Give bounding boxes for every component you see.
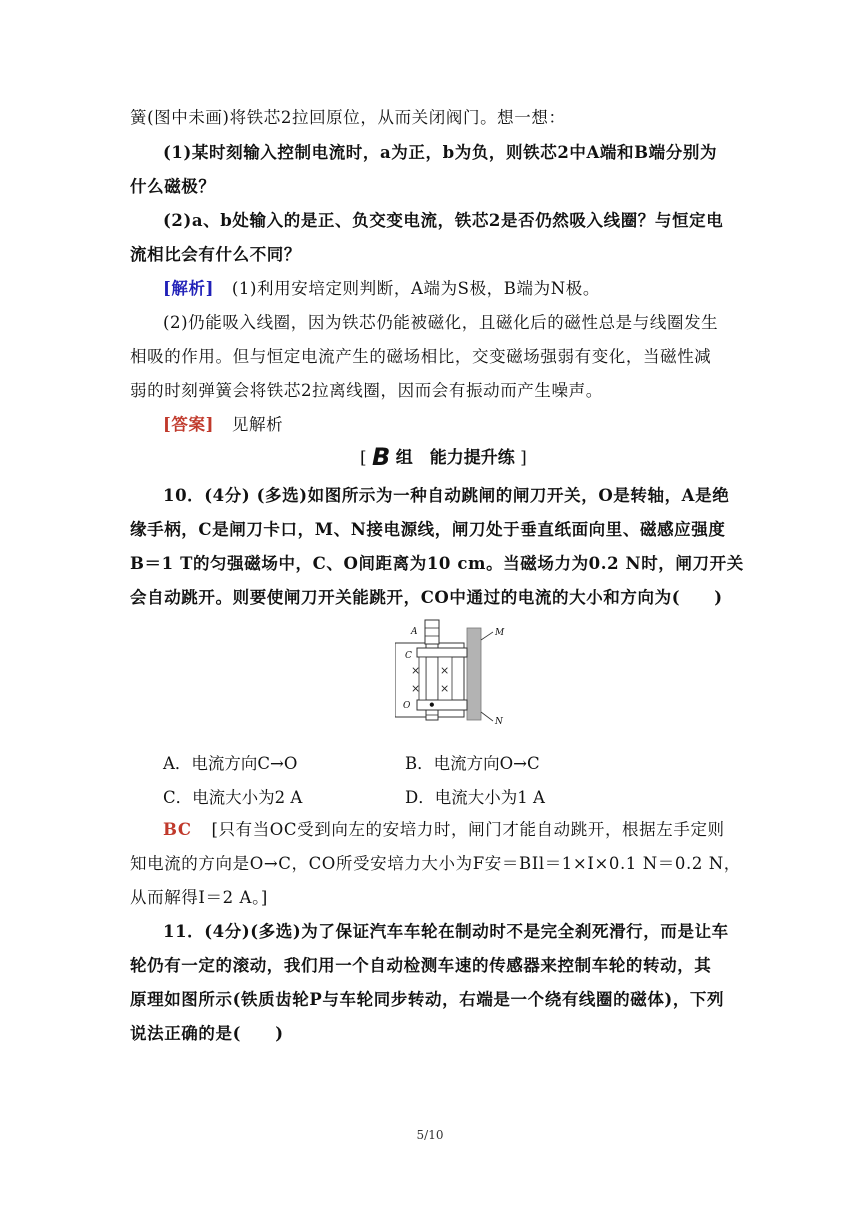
question-10-line: 缘手柄，C是闸刀卡口，M、N接电源线，闸刀处于垂直纸面向里、磁感应强度 — [130, 520, 726, 539]
section-heading — [360, 444, 527, 471]
question-10-line: 会自动跳开。则要使闸刀开关能跳开，CO中通过的电流的大小和方向为( ) — [130, 588, 723, 607]
field-cross: × — [411, 664, 421, 677]
page-number: 5/10 — [416, 1128, 444, 1142]
solution-text: [只有当OC受到向左的安培力时，闸门才能自动跳开，根据左手定则 — [211, 820, 725, 839]
clip-c — [417, 648, 467, 657]
pivot-dot: • — [428, 698, 436, 712]
handle-a — [425, 620, 439, 644]
text-line: 簧(图中未画)将铁芯2拉回原位，从而关闭阀门。想一想： — [130, 108, 566, 127]
pivot-block — [417, 700, 467, 710]
solution-tag: BC — [163, 820, 192, 839]
question-11-line: 说法正确的是( ) — [130, 1024, 284, 1043]
label-c: C — [405, 651, 412, 661]
solution-line: 从而解得I＝2 A。] — [130, 888, 268, 907]
question-10-line: 10．(4分) (多选)如图所示为一种自动跳闸的闸刀开关，O是转轴，A是绝 — [163, 486, 730, 505]
label-m: M — [495, 628, 505, 638]
label-o: O — [403, 701, 411, 711]
question-1-line: 什么磁极？ — [130, 177, 216, 196]
section-bracket-left: [ — [360, 448, 367, 468]
option-a: A．电流方向C→O — [163, 754, 298, 773]
contact-plate — [467, 628, 481, 720]
analysis-text: (1)利用安培定则判断，A端为S极，B端为N极。 — [231, 279, 600, 298]
answer-tag: [答案] — [163, 415, 215, 434]
label-n: N — [495, 717, 503, 727]
question-11-line: 11．(4分)(多选)为了保证汽车车轮在制动时不是完全刹死滑行，而是让车 — [163, 922, 729, 941]
analysis-line: (2)仍能吸入线圈，因为铁芯仍能被磁化，且磁化后的磁性总是与线圈发生 — [163, 313, 719, 332]
analysis-tag: [解析] — [163, 279, 215, 298]
answer-text: 见解析 — [231, 415, 284, 434]
question-1-line: (1)某时刻输入控制电流时，a为正，b为负，则铁芯2中A端和B端分别为 — [163, 143, 718, 162]
option-c: C．电流大小为2 A — [163, 788, 303, 807]
field-cross: × — [440, 682, 450, 695]
answer-line — [163, 413, 283, 437]
field-cross: × — [440, 664, 450, 677]
question-11-line: 轮仍有一定的滚动，我们用一个自动检测车速的传感器来控制车轮的转动，其 — [130, 956, 712, 975]
analysis-line — [163, 277, 600, 301]
field-cross: × — [411, 682, 421, 695]
analysis-line: 相吸的作用。但与恒定电流产生的磁场相比，交变磁场强弱有变化，当磁性减 — [130, 347, 712, 366]
question-2-line: (2)a、b处输入的是正、负交变电流，铁芯2是否仍然吸入线圈？与恒定电 — [163, 211, 724, 230]
label-a: A — [411, 627, 418, 637]
section-bracket-right: ] — [520, 448, 527, 468]
option-d: D．电流大小为1 A — [405, 788, 545, 807]
analysis-line: 弱的时刻弹簧会将铁芯2拉离线圈，因而会有振动而产生噪声。 — [130, 381, 603, 400]
section-letter: B — [372, 443, 391, 471]
question-2-line: 流相比会有什么不同？ — [130, 245, 301, 264]
switch-diagram — [395, 618, 515, 730]
section-label: 组 能力提升练 — [395, 448, 515, 468]
question-11-line: 原理如图所示(铁质齿轮P与车轮同步转动，右端是一个绕有线圈的磁体)，下列 — [130, 990, 725, 1009]
option-b: B．电流方向O→C — [405, 754, 540, 773]
solution-line — [163, 818, 725, 842]
solution-line: 知电流的方向是O→C，CO所受安培力大小为F安＝BIl＝1×I×0.1 N＝0.2 N， — [130, 854, 741, 873]
question-10-line: B＝1 T的匀强磁场中，C、O间距离为10 cm。当磁场力为0.2 N时，闸刀开关 — [130, 554, 744, 573]
